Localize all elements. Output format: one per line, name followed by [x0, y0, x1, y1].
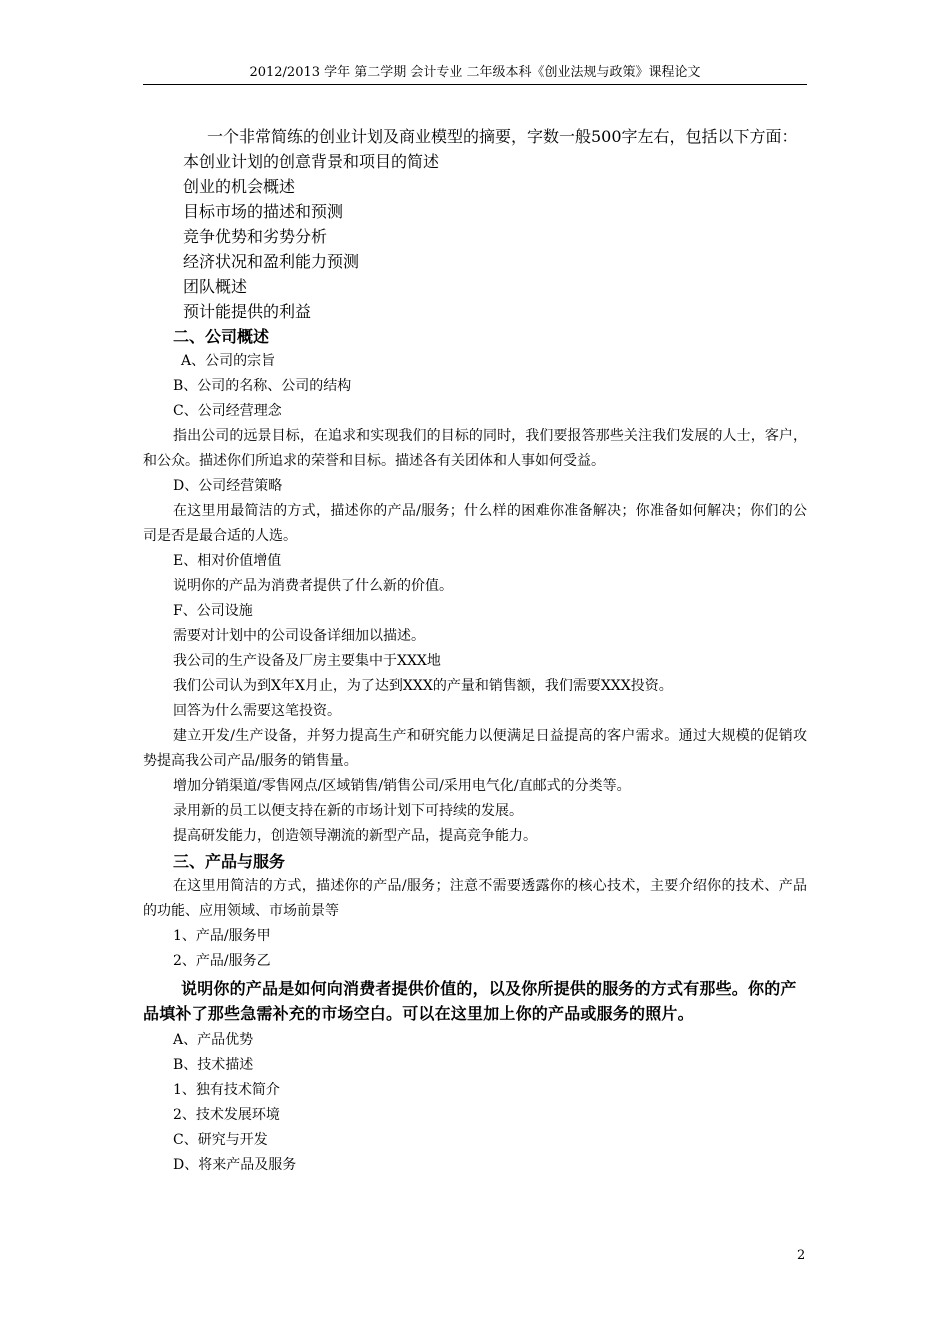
product-subitem: 2、技术发展环境	[173, 1107, 280, 1123]
facility-paragraph: 建立开发/生产设备，并努力提高生产和研究能力以便满足日益提高的客户需求。通过大规模的促销攻势提高我公司产品/服务的销售量。	[143, 728, 807, 769]
intro-paragraph: 一个非常简练的创业计划及商业模型的摘要，字数一般500字左右，包括以下方面：	[207, 127, 798, 146]
product-subitem: C、研究与开发	[173, 1132, 268, 1148]
subsection-f: F、公司设施	[173, 603, 253, 619]
facility-line: 回答为什么需要这笔投资。	[173, 703, 341, 719]
product-subitem: A、产品优势	[173, 1032, 254, 1048]
strategy-paragraph: 在这里用最简洁的方式，描述你的产品/服务；什么样的困难你准备解决；你准备如何解决；你们的公司是否是最合适的人选。	[143, 503, 807, 544]
summary-item: 创业的机会概述	[183, 177, 296, 196]
product-subitem: D、将来产品及服务	[173, 1157, 297, 1173]
page-header: 2012/2013 学年 第二学期 会计专业 二年级本科《创业法规与政策》课程论文	[143, 64, 807, 85]
value-paragraph: 说明你的产品为消费者提供了什么新的价值。	[173, 578, 453, 594]
page-number: 2	[797, 1248, 806, 1263]
subsection-c: C、公司经营理念	[173, 403, 282, 419]
product-item: 1、产品/服务甲	[173, 928, 271, 944]
summary-item: 经济状况和盈利能力预测	[183, 252, 360, 271]
summary-item: 团队概述	[183, 277, 248, 296]
facility-line: 需要对计划中的公司设备详细加以描述。	[173, 628, 425, 644]
subsection-a: A、公司的宗旨	[181, 353, 276, 369]
summary-item: 竞争优势和劣势分析	[183, 227, 328, 246]
bold-paragraph: 说明你的产品是如何向消费者提供价值的，以及你所提供的服务的方式有那些。你的产品填补了那些急需补充的市场空白。可以在这里加上你的产品或服务的照片。	[143, 979, 797, 1023]
facility-line: 提高研发能力，创造领导潮流的新型产品，提高竞争能力。	[173, 828, 537, 844]
summary-item: 预计能提供的利益	[183, 302, 312, 321]
product-item: 2、产品/服务乙	[173, 953, 271, 969]
facility-line: 我公司的生产设备及厂房主要集中于XXX地	[173, 653, 441, 669]
summary-item: 目标市场的描述和预测	[183, 202, 344, 221]
product-subitem: B、技术描述	[173, 1057, 254, 1073]
facility-line: 录用新的员工以便支持在新的市场计划下可持续的发展。	[173, 803, 523, 819]
subsection-d: D、公司经营策略	[173, 478, 283, 494]
subsection-e: E、相对价值增值	[173, 553, 282, 569]
facility-line: 增加分销渠道/零售网点/区域销售/销售公司/采用电气化/直邮式的分类等。	[173, 778, 631, 794]
product-subitem: 1、独有技术简介	[173, 1082, 280, 1098]
section-3-heading: 三、产品与服务	[173, 852, 286, 871]
subsection-b: B、公司的名称、公司的结构	[173, 378, 352, 394]
document-body	[143, 124, 807, 1178]
summary-item: 本创业计划的创意背景和项目的简述	[183, 152, 440, 171]
product-paragraph: 在这里用简洁的方式，描述你的产品/服务；注意不需要透露你的核心技术，主要介绍你的技术、产品的功能、应用领域、市场前景等	[143, 878, 807, 919]
facility-line: 我们公司认为到X年X月止，为了达到XXX的产量和销售额，我们需要XXX投资。	[173, 678, 673, 694]
section-2-heading: 二、公司概述	[173, 327, 270, 346]
philosophy-paragraph: 指出公司的远景目标，在追求和实现我们的目标的同时，我们要报答那些关注我们发展的人士，客户，和公众。描述你们所追求的荣誉和目标。描述各有关团体和人事如何受益。	[143, 428, 807, 469]
